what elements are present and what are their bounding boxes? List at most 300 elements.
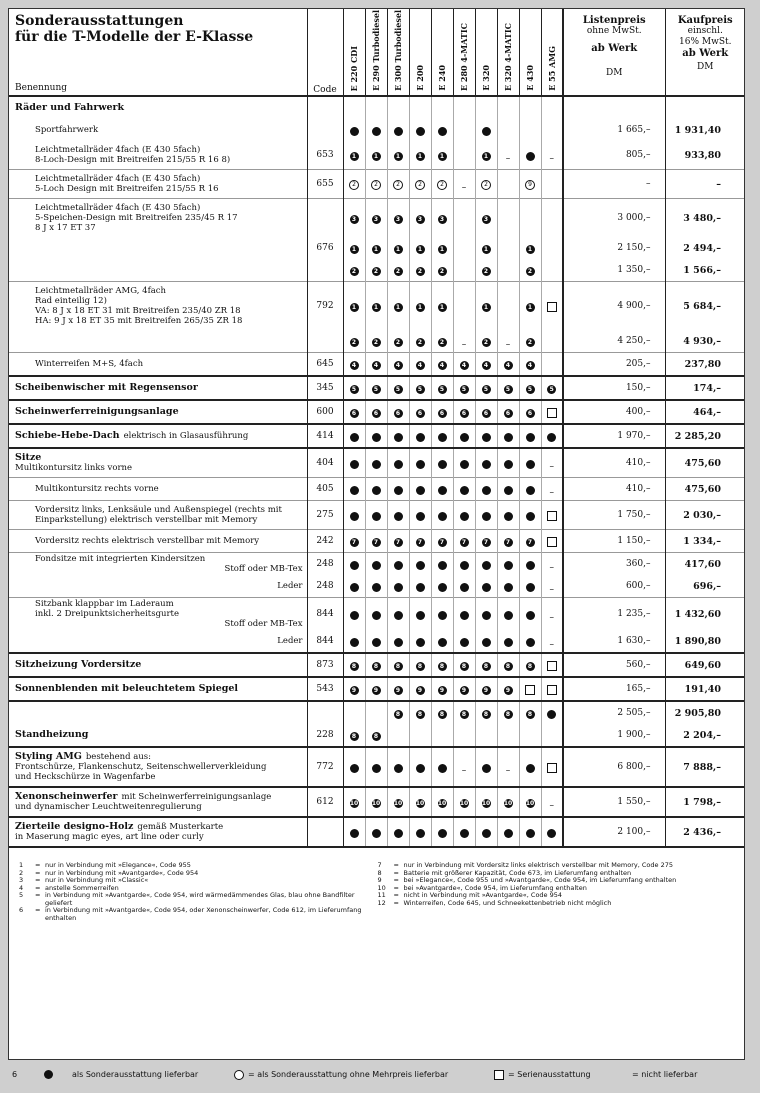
availability-cell [475, 237, 497, 259]
availability-cell [519, 96, 541, 119]
optional-dot-icon [504, 611, 513, 620]
model-header: E 240 [431, 9, 453, 96]
availability-cell [365, 424, 387, 448]
optional-dot-icon [526, 152, 535, 161]
availability-cell [387, 259, 409, 282]
option-title: mit Scheinwerferreinigungsanlage [121, 792, 272, 802]
table-row [9, 119, 745, 141]
option-line: 8-Loch-Design mit Breitreifen 215/55 R 16 8) [35, 155, 231, 165]
purchase-price: 464,– [665, 400, 745, 424]
optional-dot-icon: 1 [416, 303, 425, 312]
availability-cell [519, 330, 541, 353]
availability-cell [497, 259, 519, 282]
optional-dot-icon [547, 433, 556, 442]
availability-cell [497, 353, 519, 377]
availability-cell [497, 237, 519, 259]
optional-dot-icon: 9 [350, 686, 359, 695]
not-available-mark: – [549, 487, 554, 498]
optional-dot-icon: 6 [372, 409, 381, 418]
page-number: 6 [12, 1070, 18, 1079]
optional-dot-icon: 8 [416, 710, 425, 719]
optional-dot-icon [460, 512, 469, 521]
table-row [9, 141, 745, 170]
availability-cell [409, 237, 431, 259]
purchase-price: 1 432,60 [665, 598, 745, 631]
availability-cell [409, 259, 431, 282]
optional-dot-icon: 2 [526, 267, 535, 276]
legend [0, 1066, 760, 1086]
option-code: 655 [307, 170, 343, 199]
availability-cell [541, 501, 563, 530]
availability-cell [519, 170, 541, 199]
availability-cell [343, 259, 365, 282]
footnote: 12 = Winterreifen, Code 645, und Schneekettenbetrieb nicht möglich [377, 898, 612, 907]
optional-dot-icon [438, 512, 447, 521]
optional-dot-icon: 1 [372, 303, 381, 312]
optional-dot-icon: 8 [482, 662, 491, 671]
purchase-price: 1 890,80 [665, 630, 745, 653]
option-line: und Heckschürze in Wagenfarbe [15, 772, 156, 782]
availability-cell [431, 376, 453, 400]
list-price-header: Listenpreis ohne MwSt. ab Werk DM [563, 9, 665, 96]
purchase-price: 417,60 [665, 553, 745, 576]
availability-cell [541, 598, 563, 631]
availability-cell [431, 677, 453, 701]
option-description [9, 817, 307, 846]
optional-dot-icon: 9 [372, 686, 381, 695]
optional-dot-icon [526, 764, 535, 773]
footnote: 5 = in Verbindung mit »Avantgarde«, Code 954, wird wärmedämmendes Glas, blau ohne Bandfilter geliefert [19, 891, 355, 907]
availability-cell [343, 353, 365, 377]
optional-dot-icon: 7 [460, 538, 469, 547]
availability-cell [497, 170, 519, 199]
availability-cell [453, 677, 475, 701]
availability-cell [343, 478, 365, 501]
availability-cell [541, 553, 563, 576]
availability-cell [541, 400, 563, 424]
optional-dot-icon [350, 583, 359, 592]
availability-cell [365, 96, 387, 119]
purchase-price: 7 888,– [665, 747, 745, 787]
table-row [9, 787, 745, 817]
optional-dot-icon: 1 [482, 245, 491, 254]
optional-dot-icon [350, 460, 359, 469]
option-description [9, 701, 307, 724]
group-heading: Scheinwerferreinigungsanlage [15, 406, 179, 417]
availability-cell [409, 353, 431, 377]
availability-cell [453, 747, 475, 787]
availability-cell [519, 598, 541, 631]
optional-dot-icon: 4 [416, 361, 425, 370]
availability-cell [409, 424, 431, 448]
availability-cell [365, 530, 387, 553]
availability-cell [541, 677, 563, 701]
availability-cell [387, 747, 409, 787]
not-available-mark: – [461, 339, 467, 350]
availability-cell [343, 424, 365, 448]
optional-dot-icon [416, 486, 425, 495]
availability-cell [365, 119, 387, 141]
availability-cell [497, 598, 519, 631]
optional-dot-icon: 1 [394, 245, 403, 254]
list-price [563, 96, 665, 119]
purchase-price-header: Kaufpreis einschl. 16% MwSt. ab Werk DM [665, 9, 745, 96]
optional-dot-icon [350, 127, 359, 136]
optional-dot-icon: 4 [482, 361, 491, 370]
option-code: 248 [307, 575, 343, 598]
availability-cell [365, 553, 387, 576]
table-row [9, 677, 745, 701]
standard-equipment-square-icon [547, 511, 557, 521]
availability-cell [365, 630, 387, 653]
option-line: Rad einteilig 12) [35, 296, 107, 306]
availability-cell [497, 400, 519, 424]
optional-dot-icon [350, 829, 359, 838]
list-price: 3 000,– [563, 199, 665, 238]
optional-dot-icon: 7 [394, 538, 403, 547]
availability-cell [475, 96, 497, 119]
availability-cell [343, 653, 365, 677]
availability-cell [409, 701, 431, 724]
availability-cell [343, 141, 365, 170]
standard-equipment-square-icon [547, 661, 557, 671]
group-heading: Standheizung [15, 729, 89, 740]
availability-cell [475, 448, 497, 478]
option-description [9, 598, 307, 631]
availability-cell [387, 141, 409, 170]
availability-cell [541, 119, 563, 141]
availability-cell [409, 119, 431, 141]
availability-cell [453, 701, 475, 724]
optional-dot-icon [460, 486, 469, 495]
option-description [9, 259, 307, 282]
availability-cell [431, 424, 453, 448]
availability-cell [475, 701, 497, 724]
availability-cell [431, 501, 453, 530]
table-row [9, 199, 745, 238]
legend-square-text: = Serienausstattung [508, 1070, 591, 1079]
availability-cell [409, 400, 431, 424]
optional-dot-icon [372, 433, 381, 442]
optional-dot-icon [438, 638, 447, 647]
list-price: 400,– [563, 400, 665, 424]
optional-dot-icon: 3 [372, 215, 381, 224]
availability-cell [541, 530, 563, 553]
upholstery-variant: Leder [277, 581, 303, 591]
availability-cell [409, 199, 431, 238]
availability-cell [453, 553, 475, 576]
optional-dot-icon [526, 638, 535, 647]
group-heading: Scheibenwischer mit Regensensor [15, 382, 198, 393]
list-price: 600,– [563, 575, 665, 598]
purchase-price: 237,80 [665, 353, 745, 377]
availability-cell [541, 259, 563, 282]
purchase-price: 475,60 [665, 448, 745, 478]
option-line: Sitzbank klappbar im Laderaum [35, 599, 174, 609]
availability-cell [453, 787, 475, 817]
option-line: 5-Loch Design mit Breitreifen 215/55 R 16 [35, 184, 219, 194]
not-available-mark: – [549, 153, 554, 164]
not-available-mark: – [505, 153, 511, 164]
availability-cell [475, 119, 497, 141]
model-header: E 430 [519, 9, 541, 96]
availability-cell [409, 817, 431, 846]
availability-cell [475, 376, 497, 400]
availability-cell [365, 170, 387, 199]
optional-dot-icon: 2 [372, 338, 381, 347]
option-code: 248 [307, 553, 343, 576]
optional-dot-icon [416, 583, 425, 592]
no-charge-option-ring-icon: 2 [371, 180, 381, 190]
availability-cell [343, 787, 365, 817]
model-header: E 280 4-MATIC [453, 9, 475, 96]
list-price: – [563, 170, 665, 199]
option-description [9, 747, 307, 787]
group-heading: Räder und Fahrwerk [15, 102, 125, 113]
table-row [9, 817, 745, 846]
availability-cell [343, 530, 365, 553]
optional-dot-icon: 6 [482, 409, 491, 418]
list-price: 4 900,– [563, 282, 665, 331]
optional-dot-icon: 2 [416, 338, 425, 347]
standard-equipment-square-icon [525, 685, 535, 695]
list-price: 2 505,– [563, 701, 665, 724]
availability-cell [431, 598, 453, 631]
availability-cell [387, 598, 409, 631]
availability-cell [497, 448, 519, 478]
optional-dot-icon: 8 [526, 710, 535, 719]
optional-dot-icon: 8 [394, 710, 403, 719]
no-charge-option-ring-icon: 2 [437, 180, 447, 190]
optional-dot-icon [372, 561, 381, 570]
purchase-price: 2 030,– [665, 501, 745, 530]
availability-cell [365, 787, 387, 817]
option-code: 404 [307, 448, 343, 478]
optional-dot-icon: 1 [372, 245, 381, 254]
availability-cell [431, 400, 453, 424]
footnote: 10 = bei »Avantgarde«, Code 954, im Lieferumfang enthalten [377, 883, 587, 892]
availability-cell [409, 653, 431, 677]
purchase-price: 2 494,– [665, 237, 745, 259]
availability-cell [541, 448, 563, 478]
optional-dot-icon: 5 [394, 385, 403, 394]
list-price: 205,– [563, 353, 665, 377]
availability-cell [409, 448, 431, 478]
list-price: 1 970,– [563, 424, 665, 448]
purchase-price: 2 204,– [665, 724, 745, 747]
optional-dot-icon [482, 460, 491, 469]
optional-dot-icon: 10 [503, 799, 513, 807]
no-charge-option-ring-icon: 2 [415, 180, 425, 190]
option-code: 414 [307, 424, 343, 448]
upholstery-variant: Leder [277, 636, 303, 646]
availability-cell [519, 424, 541, 448]
availability-cell [365, 448, 387, 478]
optional-dot-icon [482, 611, 491, 620]
availability-cell [497, 424, 519, 448]
optional-dot-icon [526, 611, 535, 620]
optional-dot-icon [438, 433, 447, 442]
table-header [9, 9, 745, 96]
optional-dot-icon: 1 [416, 152, 425, 161]
option-line: und dynamischer Leuchtweitenregulierung [15, 802, 202, 812]
not-available-mark: – [461, 765, 467, 776]
optional-dot-icon: 10 [415, 799, 425, 807]
optional-dot-icon [394, 611, 403, 620]
availability-cell [475, 653, 497, 677]
availability-cell [519, 259, 541, 282]
list-price: 1 900,– [563, 724, 665, 747]
availability-cell [365, 724, 387, 747]
optional-dot-icon: 10 [349, 799, 359, 807]
optional-dot-icon: 1 [350, 245, 359, 254]
model-header: E 290 Turbodiesel [365, 9, 387, 96]
availability-cell [541, 653, 563, 677]
table-row [9, 598, 745, 631]
group-heading: Zierteile designo-Holz [15, 821, 134, 832]
optional-dot-icon: 2 [482, 267, 491, 276]
legend-square [494, 1070, 504, 1080]
availability-cell [475, 424, 497, 448]
availability-cell [541, 575, 563, 598]
footnote: 9 = bei »Elegance«, Code 955 und »Avantgarde«, Code 954, im Lieferumfang enthalten [377, 876, 677, 884]
table-row [9, 501, 745, 530]
optional-dot-icon [438, 611, 447, 620]
option-line: Leichtmetallräder 4fach (E 430 5fach) [35, 145, 201, 155]
option-description [9, 199, 307, 238]
availability-cell [475, 530, 497, 553]
optional-dot-icon: 5 [460, 385, 469, 394]
footnote: 1 = nur in Verbindung mit »Elegance«, Code 955 [19, 861, 191, 869]
not-available-mark: – [549, 562, 554, 573]
availability-cell [387, 353, 409, 377]
optional-dot-icon: 10 [481, 799, 491, 807]
option-line: Multikontursitz rechts vorne [35, 484, 159, 494]
availability-cell [519, 478, 541, 501]
availability-cell [431, 630, 453, 653]
availability-cell [519, 530, 541, 553]
optional-dot-icon: 5 [416, 385, 425, 394]
availability-cell [343, 724, 365, 747]
optional-dot-icon [416, 433, 425, 442]
availability-cell [409, 747, 431, 787]
table-row [9, 259, 745, 282]
availability-cell [343, 119, 365, 141]
availability-cell [541, 237, 563, 259]
purchase-price: 1 334,– [665, 530, 745, 553]
optional-dot-icon [460, 460, 469, 469]
optional-dot-icon [350, 512, 359, 521]
standard-equipment-square-icon [547, 302, 557, 312]
availability-cell [431, 119, 453, 141]
availability-cell [519, 677, 541, 701]
option-code: 645 [307, 353, 343, 377]
availability-cell [387, 817, 409, 846]
availability-cell [431, 282, 453, 331]
optional-dot-icon: 9 [460, 686, 469, 695]
option-line: 8 J x 17 ET 37 [35, 223, 96, 233]
availability-cell [387, 424, 409, 448]
optional-dot-icon [372, 583, 381, 592]
option-code: 792 [307, 282, 343, 331]
optional-dot-icon [394, 486, 403, 495]
optional-dot-icon: 8 [504, 662, 513, 671]
option-line: in Maserung magic eyes, art line oder curly [15, 832, 204, 842]
option-description [9, 400, 307, 424]
table-row [9, 530, 745, 553]
optional-dot-icon: 7 [372, 538, 381, 547]
availability-cell [541, 424, 563, 448]
availability-cell [409, 530, 431, 553]
optional-dot-icon: 2 [394, 267, 403, 276]
optional-dot-icon: 7 [526, 538, 535, 547]
availability-cell [453, 282, 475, 331]
optional-dot-icon: 4 [372, 361, 381, 370]
availability-cell [497, 330, 519, 353]
option-code: 844 [307, 598, 343, 631]
standard-equipment-square-icon [547, 763, 557, 773]
availability-cell [343, 575, 365, 598]
availability-cell [453, 724, 475, 747]
optional-dot-icon: 1 [394, 152, 403, 161]
availability-cell [453, 630, 475, 653]
availability-cell [365, 330, 387, 353]
option-code: 275 [307, 501, 343, 530]
optional-dot-icon [394, 433, 403, 442]
availability-cell [365, 701, 387, 724]
list-price: 1 665,– [563, 119, 665, 141]
availability-cell [519, 237, 541, 259]
availability-cell [365, 501, 387, 530]
list-price: 560,– [563, 653, 665, 677]
list-price: 2 100,– [563, 817, 665, 846]
optional-dot-icon: 4 [526, 361, 535, 370]
option-description [9, 330, 307, 353]
footnotes-right [378, 862, 737, 956]
availability-cell [453, 817, 475, 846]
optional-dot-icon: 2 [526, 338, 535, 347]
option-description [9, 424, 307, 448]
option-code [307, 119, 343, 141]
optional-dot-icon: 1 [394, 303, 403, 312]
availability-cell [365, 282, 387, 331]
model-header: E 320 [475, 9, 497, 96]
availability-cell [343, 747, 365, 787]
availability-cell [519, 817, 541, 846]
availability-cell [343, 282, 365, 331]
availability-cell [497, 575, 519, 598]
not-available-mark: – [549, 612, 554, 623]
table-row [9, 724, 745, 747]
option-description [9, 448, 307, 478]
code-header: Code [307, 9, 343, 96]
table-row [9, 575, 745, 598]
optional-dot-icon: 8 [438, 662, 447, 671]
optional-dot-icon [482, 829, 491, 838]
footnotes [9, 846, 744, 956]
availability-cell [343, 817, 365, 846]
availability-cell [387, 630, 409, 653]
option-code: 600 [307, 400, 343, 424]
optional-dot-icon: 6 [416, 409, 425, 418]
price-list-page [8, 8, 745, 1060]
not-available-mark: – [549, 584, 554, 595]
group-heading: Sitzheizung Vordersitze [15, 659, 142, 670]
availability-cell [431, 817, 453, 846]
optional-dot-icon [504, 433, 513, 442]
optional-dot-icon: 4 [394, 361, 403, 370]
option-description [9, 724, 307, 747]
